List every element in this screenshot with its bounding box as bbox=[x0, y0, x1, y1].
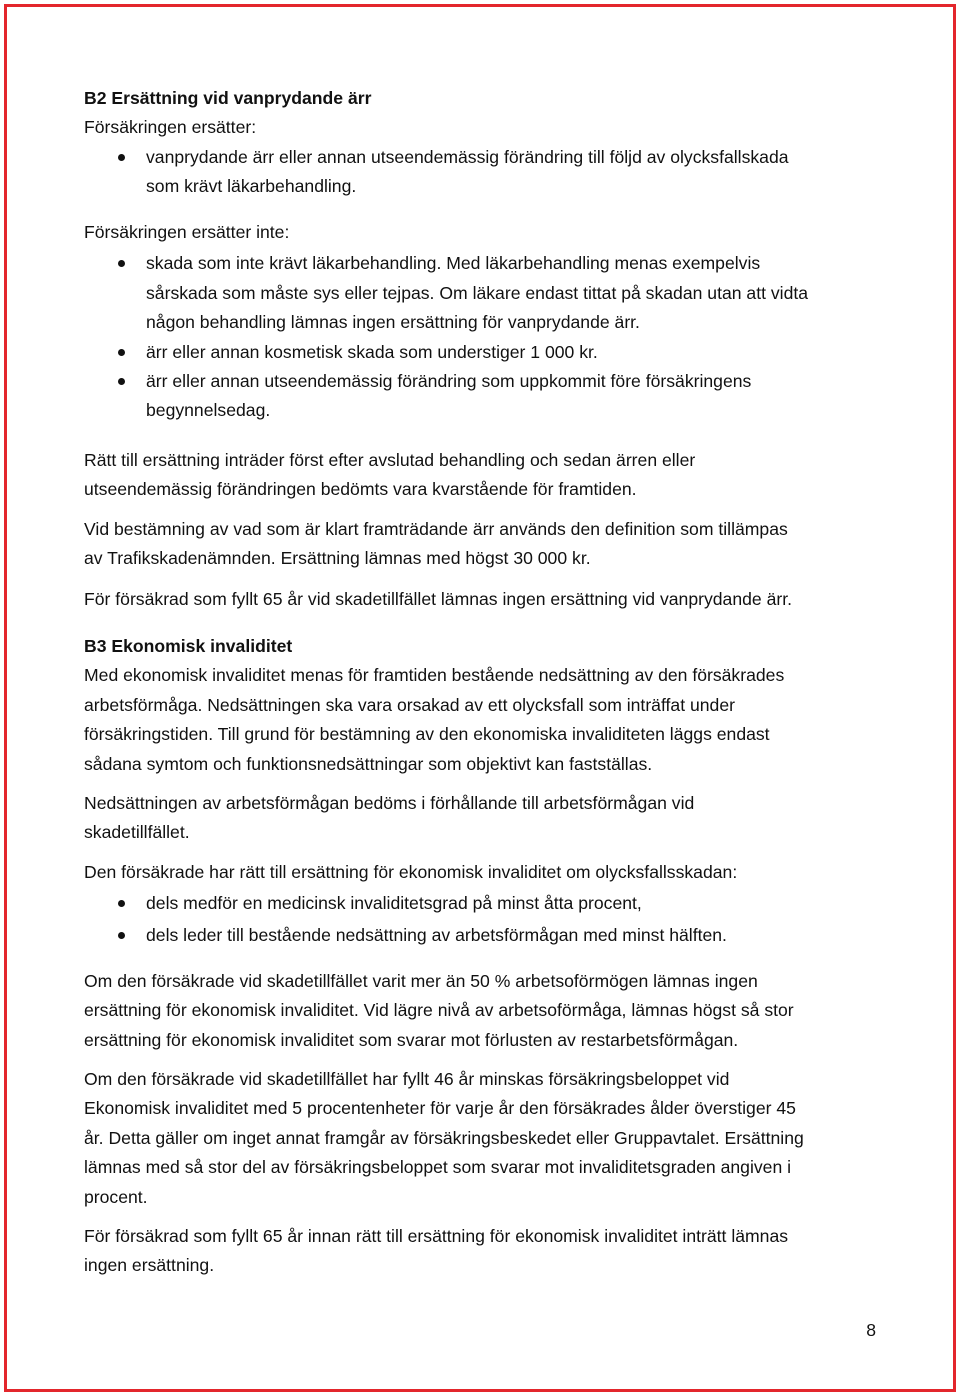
text-line: ersättning för ekonomisk invaliditet. Vid lägre nivå av arbetsoförmåga, lämnas högst så stor bbox=[84, 1000, 794, 1021]
list-item-line: någon behandling lämnas ingen ersättning för vanprydande ärr. bbox=[146, 312, 640, 333]
not-covers-section bbox=[84, 218, 884, 426]
text-line: För försäkrad som fyllt 65 år vid skadetillfället lämnas ingen ersättning vid vanprydande ärr. bbox=[84, 589, 793, 609]
text-line: Om den försäkrade vid skadetillfället varit mer än 50 % arbetsoförmögen lämnas ingen bbox=[84, 971, 758, 991]
section-heading: B2 Ersättning vid vanprydande ärr bbox=[84, 88, 372, 108]
list-item-line: dels leder till bestående nedsättning av arbetsförmågan med minst hälften. bbox=[146, 924, 727, 945]
conditions-section bbox=[84, 858, 884, 950]
covers-list bbox=[84, 143, 884, 202]
paragraph bbox=[84, 967, 884, 1055]
text-line: år. Detta gäller om inget annat framgår av försäkringsbeskedet eller Gruppavtalet. Ersättning bbox=[84, 1127, 804, 1148]
text-line: Rätt till ersättning inträder först efter avslutad behandling och sedan ärren eller bbox=[84, 450, 696, 470]
page-number: 8 bbox=[866, 1320, 876, 1340]
text-line: procent. bbox=[84, 1186, 148, 1207]
not-covers-label: Försäkringen ersätter inte: bbox=[84, 222, 290, 242]
paragraph bbox=[84, 789, 884, 848]
paragraph bbox=[84, 1065, 884, 1212]
list-item bbox=[84, 889, 884, 918]
list-item-line: dels medför en medicinsk invaliditetsgrad på minst åtta procent, bbox=[146, 893, 642, 914]
section-b3 bbox=[84, 632, 884, 779]
text-line: utseendemässig förändringen bedömts vara kvarstående för framtiden. bbox=[84, 479, 637, 500]
conditions-label: Den försäkrade har rätt till ersättning för ekonomisk invaliditet om olycksfallsskadan: bbox=[84, 862, 738, 882]
text-line: För försäkrad som fyllt 65 år innan rätt till ersättning för ekonomisk invaliditet inträtt lämnas bbox=[84, 1226, 789, 1246]
text-line: ersättning för ekonomisk invaliditet som svarar mot förlusten av restarbetsförmågan. bbox=[84, 1029, 739, 1050]
text-line: Nedsättningen av arbetsförmågan bedöms i förhållande till arbetsförmågan vid bbox=[84, 793, 695, 813]
list-item-line: vanprydande ärr eller annan utseendemässig förändring till följd av olycksfallskada bbox=[146, 146, 789, 167]
text-line: skadetillfället. bbox=[84, 822, 190, 843]
list-item-line: skada som inte krävt läkarbehandling. Med läkarbehandling menas exempelvis bbox=[146, 253, 761, 274]
list-item-line: ärr eller annan kosmetisk skada som understiger 1 000 kr. bbox=[146, 341, 598, 362]
list-item-line: som krävt läkarbehandling. bbox=[146, 176, 357, 197]
list-item bbox=[84, 143, 884, 202]
covers-label: Försäkringen ersätter: bbox=[84, 117, 257, 138]
text-line: ingen ersättning. bbox=[84, 1255, 215, 1276]
list-item bbox=[84, 338, 884, 367]
text-line: Med ekonomisk invaliditet menas för framtiden bestående nedsättning av den försäkrades bbox=[84, 665, 785, 686]
list-item bbox=[84, 249, 884, 337]
conditions-list bbox=[84, 889, 884, 950]
list-item-line: ärr eller annan utseendemässig förändring som uppkommit före försäkringens bbox=[146, 370, 752, 391]
text-line: sådana symtom och funktionsnedsättningar som objektivt kan fastställas. bbox=[84, 753, 653, 774]
text-line: av Trafikskadenämnden. Ersättning lämnas med högst 30 000 kr. bbox=[84, 548, 591, 569]
section-heading: B3 Ekonomisk invaliditet bbox=[84, 636, 293, 656]
list-item bbox=[84, 367, 884, 426]
text-line: lämnas med så stor del av försäkringsbeloppet som svarar mot invaliditetsgraden angiven i bbox=[84, 1157, 792, 1178]
text-line: arbetsförmåga. Nedsättningen ska vara orsakad av ett olycksfall som inträffat under bbox=[84, 694, 735, 715]
list-item-line: sårskada som måste sys eller tejpas. Om läkare endast tittat på skadan utan att vidta bbox=[146, 282, 809, 303]
paragraph bbox=[84, 585, 884, 614]
text-line: försäkringstiden. Till grund för bestämning av den ekonomiska invaliditeten läggs endast bbox=[84, 724, 770, 745]
list-item bbox=[84, 921, 884, 950]
not-covers-list bbox=[84, 249, 884, 425]
paragraph bbox=[84, 515, 884, 574]
paragraph bbox=[84, 1222, 884, 1281]
list-item-line: begynnelsedag. bbox=[146, 400, 271, 421]
section-b2 bbox=[84, 84, 884, 202]
text-line: Ekonomisk invaliditet med 5 procentenheter för varje år den försäkrades ålder överstiger 45 bbox=[84, 1098, 796, 1119]
paragraph bbox=[84, 446, 884, 505]
text-line: Vid bestämning av vad som är klart framträdande ärr används den definition som tillämpas bbox=[84, 519, 788, 539]
text-line: Om den försäkrade vid skadetillfället har fyllt 46 år minskas försäkringsbeloppet vid bbox=[84, 1069, 730, 1089]
